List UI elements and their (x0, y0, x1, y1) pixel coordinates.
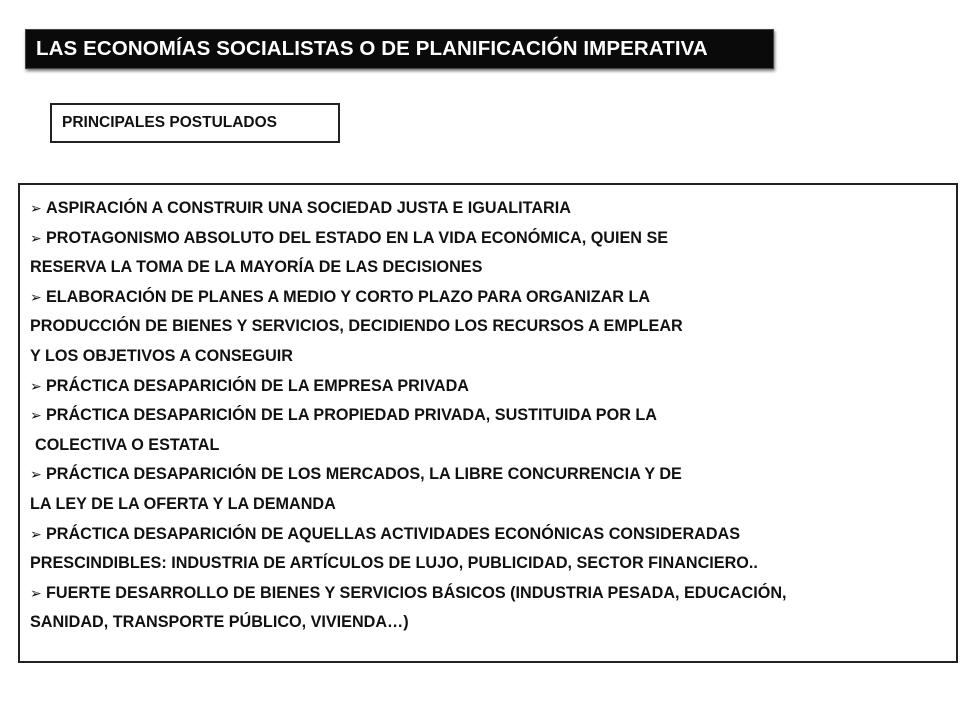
arrow-bullet-icon: ➢ (30, 200, 42, 216)
list-item-text: PRÁCTICA DESAPARICIÓN DE LA PROPIEDAD PRIVADA, SUSTITUIDA POR LA (46, 406, 657, 425)
arrow-bullet-icon: ➢ (30, 466, 42, 483)
list-item-text: SANIDAD, TRANSPORTE PÚBLICO, VIVIENDA…) (30, 613, 409, 632)
list-item-text: LA LEY DE LA OFERTA Y LA DEMANDA (30, 494, 336, 513)
subtitle-box (50, 103, 340, 143)
list-item (30, 224, 956, 283)
arrow-bullet-icon: ➢ (30, 525, 42, 542)
postulados-list (18, 183, 958, 663)
list-item-text: PRÁCTICA DESAPARICIÓN DE LA EMPRESA PRIVADA (46, 376, 469, 395)
arrow-bullet-icon: ➢ (30, 407, 42, 424)
list-item-text: COLECTIVA O ESTATAL (35, 435, 220, 454)
list-item-text: PROTAGONISMO ABSOLUTO DEL ESTADO EN LA VIDA ECONÓMICA, QUIEN SE (46, 228, 669, 247)
list-item-text: ELABORACIÓN DE PLANES A MEDIO Y CORTO PLAZO PARA ORGANIZAR LA (46, 287, 651, 306)
list-item (30, 460, 956, 519)
subtitle-label: PRINCIPALES POSTULADOS (62, 114, 278, 131)
list-item-text: PRODUCCIÓN DE BIENES Y SERVICIOS, DECIDIENDO LOS RECURSOS A EMPLEAR (30, 317, 683, 336)
list-item (30, 194, 956, 224)
list-item-text: RESERVA LA TOMA DE LA MAYORÍA DE LAS DECISIONES (30, 258, 483, 277)
title-banner (25, 29, 774, 69)
list-item-text: Y LOS OBJETIVOS A CONSEGUIR (30, 346, 293, 365)
list-item-text: PRÁCTICA DESAPARICIÓN DE AQUELLAS ACTIVIDADES ECONÓNICAS CONSIDERADAS (46, 524, 741, 543)
list-item-text: ASPIRACIÓN A CONSTRUIR UNA SOCIEDAD JUSTA E IGUALITARIA (46, 199, 571, 217)
list-item-text: PRÁCTICA DESAPARICIÓN DE LOS MERCADOS, LA LIBRE CONCURRENCIA Y DE (46, 465, 682, 484)
arrow-bullet-icon: ➢ (30, 288, 42, 305)
list-item (30, 401, 956, 460)
arrow-bullet-icon: ➢ (30, 229, 42, 246)
list-item-text: PRESCINDIBLES: INDUSTRIA DE ARTÍCULOS DE LUJO, PUBLICIDAD, SECTOR FINANCIERO.. (30, 554, 758, 573)
list-item (30, 372, 956, 402)
list-item-text: FUERTE DESARROLLO DE BIENES Y SERVICIOS BÁSICOS (INDUSTRIA PESADA, EDUCACIÓN, (46, 583, 787, 602)
arrow-bullet-icon: ➢ (30, 377, 42, 394)
list-item (30, 283, 956, 372)
list-item (30, 579, 956, 638)
page-title: LAS ECONOMÍAS SOCIALISTAS O DE PLANIFICACIÓN IMPERATIVA (36, 37, 708, 60)
arrow-bullet-icon: ➢ (30, 584, 42, 601)
list-item (30, 520, 956, 579)
